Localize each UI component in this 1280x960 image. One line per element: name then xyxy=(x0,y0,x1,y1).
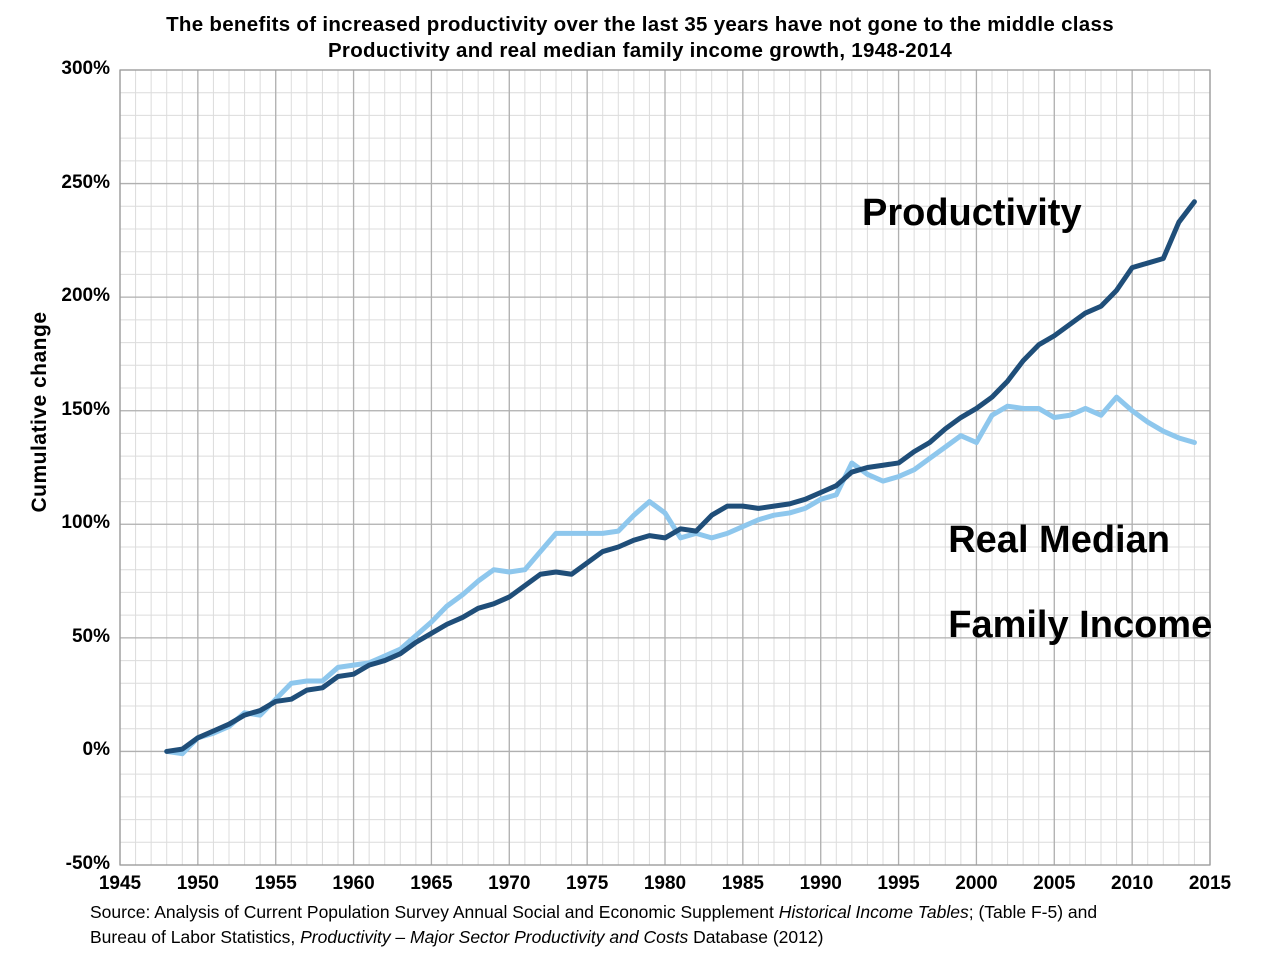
source-line2-c: Database (2012) xyxy=(688,927,824,947)
y-tick-label: 0% xyxy=(82,739,110,761)
y-tick-label: -50% xyxy=(65,853,110,874)
source-line-1 xyxy=(90,900,1240,925)
y-tick-label: 300% xyxy=(61,58,110,79)
source-line2-italic: Productivity – Major Sector Productivity and Costs xyxy=(300,927,689,947)
source-line1-a: Source: Analysis of Current Population Survey Annual Social and Economic Supplement xyxy=(90,902,779,922)
source-line2-a: Bureau of Labor Statistics, xyxy=(90,927,301,947)
x-tick-label: 1975 xyxy=(566,873,609,894)
x-tick-label: 2010 xyxy=(1111,873,1154,894)
x-tick-label: 2015 xyxy=(1188,873,1232,894)
chart-title: The benefits of increased productivity over the last 35 years have not gone to the middle class xyxy=(166,13,1114,36)
x-tick-label: 1950 xyxy=(176,873,219,894)
y-tick-label: 250% xyxy=(61,171,110,193)
x-tick-label: 1955 xyxy=(254,873,297,894)
x-tick-label: 2005 xyxy=(1033,873,1076,894)
source-note xyxy=(90,900,1240,950)
series-label-rmfi-line2: Family Income xyxy=(948,603,1213,646)
x-tick-label: 1960 xyxy=(332,873,375,894)
x-tick-label: 1970 xyxy=(488,873,531,894)
y-axis-label: Cumulative change xyxy=(28,311,51,513)
x-tick-label: 1965 xyxy=(410,873,453,894)
x-tick-label: 1945 xyxy=(98,873,142,894)
chart-subtitle: Productivity and real median family income growth, 1948-2014 xyxy=(327,39,953,62)
x-tick-label: 2000 xyxy=(955,873,998,894)
x-tick-label: 1995 xyxy=(877,873,920,894)
series-label-productivity: Productivity xyxy=(862,192,1082,234)
x-tick-label: 1980 xyxy=(643,873,687,894)
y-tick-label: 50% xyxy=(71,625,110,647)
y-tick-label: 200% xyxy=(61,285,110,307)
source-line1-italic: Historical Income Tables xyxy=(778,902,969,922)
x-tick-label: 1985 xyxy=(721,873,764,894)
source-line1-c: ; (Table F-5) and xyxy=(968,902,1098,922)
source-line-2 xyxy=(90,925,1240,950)
y-tick-label: 100% xyxy=(61,512,110,534)
x-tick-label: 1990 xyxy=(799,873,842,894)
series-label-rmfi-line1: Real Median xyxy=(948,518,1170,561)
y-tick-label: 150% xyxy=(61,398,110,420)
series-label-real-median-family-income xyxy=(906,476,1212,689)
